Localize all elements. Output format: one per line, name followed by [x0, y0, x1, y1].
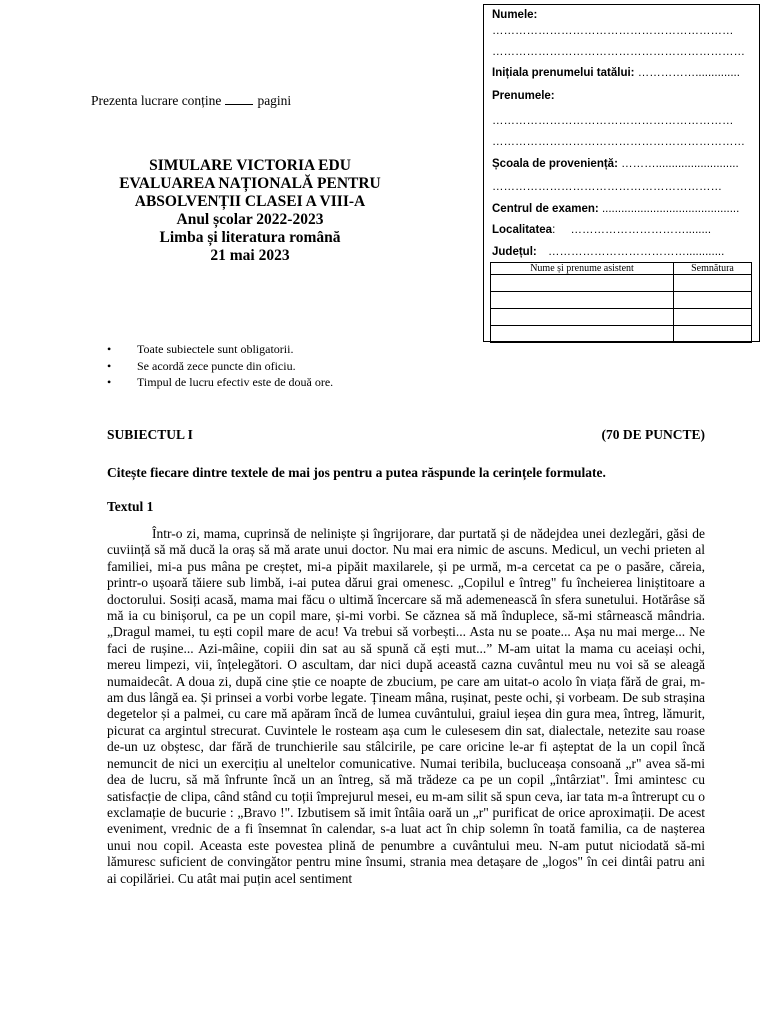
county-label: Județul:: [492, 246, 537, 258]
county-field[interactable]: ………………………………............: [547, 246, 725, 258]
title-line-1: SIMULARE VICTORIA EDU: [149, 157, 351, 174]
table-row: [491, 275, 752, 292]
exam-rules-list: [107, 341, 333, 391]
instruction: Citește fiecare dintre textele de mai jos pentru a putea răspunde la cerințele formulate.: [107, 465, 606, 480]
pages-note: [91, 92, 291, 109]
exam-center-field[interactable]: ...........................................: [601, 203, 740, 215]
list-item: • Toate subiectele sunt obligatorii.: [107, 341, 333, 358]
school-field-line-2[interactable]: ……………………………………………………: [492, 181, 722, 193]
text1-body: Într-o zi, mama, cuprinsă de neliniște și îngrijorare, dar purtată și de nădejdea unei dezlegări, găsi de cuviință să mă ducă la oraș să mă arate unui doctor. Nu mai era nimic de ascuns. Medicul, un vechi prieten al familiei, mi-a pus mâna pe creștet, mi-a pipăit maxilarele, și pe urmă, m-a cercetat ca pe o pasăre, căreia, printr-o ușoară tăiere sub limbă, i-ai putea dărui grai omenesc. „Copilul e întreg" fu încheierea liniștitoare a doctorului. Sosiți acasă, mama mai făcu o ultimă încercare să mă ademenească în sfera sunetului. Hotărâse să mă ia cu binișorul, ca pe un copil mare, și-mi vorbi. Se căznea să mă înduplece, să-mi stârnească mândria. „Dragul mamei, tu ești copil mare de acu! Va trebui să vorbești... Asta nu se poate... Așa nu mai merge... Ne faci de rușine... Azi-mâine, copiii din sat au să spună că ești mut...” M-am uitat la mama cu aceiași ochi, mereu limpezi, vii, înțelegători. O ascultam, dar nici după această cazna cuvântul meu nu voi să se aleagă numaidecât. A doua zi, după cine știe ce noapte de zbucium, pe care am uitat-o acolo în viața fără de grai, m-am dus lângă ea. Și prinsei a vorbi vorbe legate. Țineam mâna, rușinat, peste ochi, și vorbeam. De sub strașina degetelor și a palmei, cu care mă apăram încă de lumea cuvântului, graiul ieșea din gura mea, întreg, lămurit, picurat ca argintul strecurat. Cuvintele le rosteam așa cum le culesesem din sat, dialectale, netezite sau roase de-un uz obștesc, dar fără de trunchierile sau stâlcirile, pe care oricine le-ar fi așteptat de la un copil încă nemuncit de nici un exercițiu al uneltelor comunicative. Numai teribila, bucluceașa consoană „r" avea să-mi dea de lucru, să mă înfrunte încă un an întreg, să mă trădeze ca pe un copil „întârziat". Îmi amintesc cu satisfacție de clipa, când stând cu toții împrejurul mesei, eu m-am silit să spun ceva, iar tata m-a întrerupt cu o exclamație de bucurie : „Bravo !". Izbutisem să imit întâia oară un „r" purificat de orice aproximații. De acest eveniment, vrednic de a fi însemnat în calendar, s-a luat act în chip solemn în toată familia, ca de nașterea unui nou copil. Aceasta este povestea plină de penumbre a cuvântului meu. N-am putut niciodată să-mi lămuresc suficient de convingător pentru mine însumi, strania mea detașare de „logos" în cei dintâi patru ani ai copilăriei. Cu atât mai puțin acel sentiment: [107, 526, 705, 886]
assistant-name-header: Nume și prenume asistent: [491, 263, 674, 275]
subject-points: (70 DE PUNCTE): [601, 427, 705, 442]
signature-cell[interactable]: [674, 292, 752, 309]
assistant-name-cell[interactable]: [491, 275, 674, 292]
subject-name: SUBIECTUL I: [107, 427, 193, 442]
locality-field[interactable]: …………………………........: [570, 224, 712, 236]
locality-colon: :: [552, 224, 556, 236]
exam-center-row: [492, 203, 739, 215]
signature-cell[interactable]: [674, 326, 752, 343]
school-row: [492, 158, 739, 170]
locality-row: [492, 224, 711, 236]
title-line-3: ABSOLVENȚII CLASEI A VIII-A: [134, 193, 366, 210]
title-line-4: Anul școlar 2022-2023: [176, 211, 324, 228]
pages-count-blank[interactable]: [225, 92, 253, 105]
exam-title: [92, 157, 408, 265]
subject-heading: [107, 427, 705, 443]
school-field[interactable]: ………..........................: [621, 158, 739, 170]
name-field-line-2[interactable]: …………………………………………………………: [492, 46, 745, 58]
assistant-table: [490, 262, 752, 343]
list-item: • Se acordă zece puncte din oficiu.: [107, 358, 333, 375]
signature-cell[interactable]: [674, 275, 752, 292]
table-row: [491, 309, 752, 326]
list-item: • Timpul de lucru efectiv este de două ore.: [107, 374, 333, 391]
name-field-line-1[interactable]: ………………………………………………………: [492, 25, 734, 37]
identification-box: [483, 4, 760, 342]
father-initial-label: Inițiala prenumelui tatălui:: [492, 67, 635, 79]
assistant-name-cell[interactable]: [491, 326, 674, 343]
assistant-name-cell[interactable]: [491, 309, 674, 326]
table-row: [491, 292, 752, 309]
signature-header: Semnătura: [674, 263, 752, 275]
assistant-name-cell[interactable]: [491, 292, 674, 309]
text1-label: Textul 1: [107, 499, 154, 514]
pages-note-after: pagini: [257, 93, 292, 108]
father-initial-row: [492, 67, 740, 79]
title-line-5: Limba și literatura română: [159, 229, 341, 246]
first-name-field-line-1[interactable]: ………………………………………………………: [492, 115, 734, 127]
title-line-6: 21 mai 2023: [210, 247, 290, 264]
pages-note-before: Prezenta lucrare conține: [91, 93, 222, 108]
signature-cell[interactable]: [674, 309, 752, 326]
locality-label: Localitatea: [492, 224, 553, 236]
school-label: Școala de proveniență:: [492, 158, 618, 170]
table-row: [491, 326, 752, 343]
name-label: Numele:: [492, 9, 538, 21]
title-line-2: EVALUAREA NAȚIONALĂ PENTRU: [119, 175, 381, 192]
father-initial-field[interactable]: ……………..............: [637, 67, 740, 79]
first-name-field-line-2[interactable]: …………………………………………………………: [492, 136, 745, 148]
first-name-label: Prenumele:: [492, 90, 555, 102]
exam-center-label: Centrul de examen:: [492, 203, 599, 215]
county-row: [492, 246, 724, 258]
